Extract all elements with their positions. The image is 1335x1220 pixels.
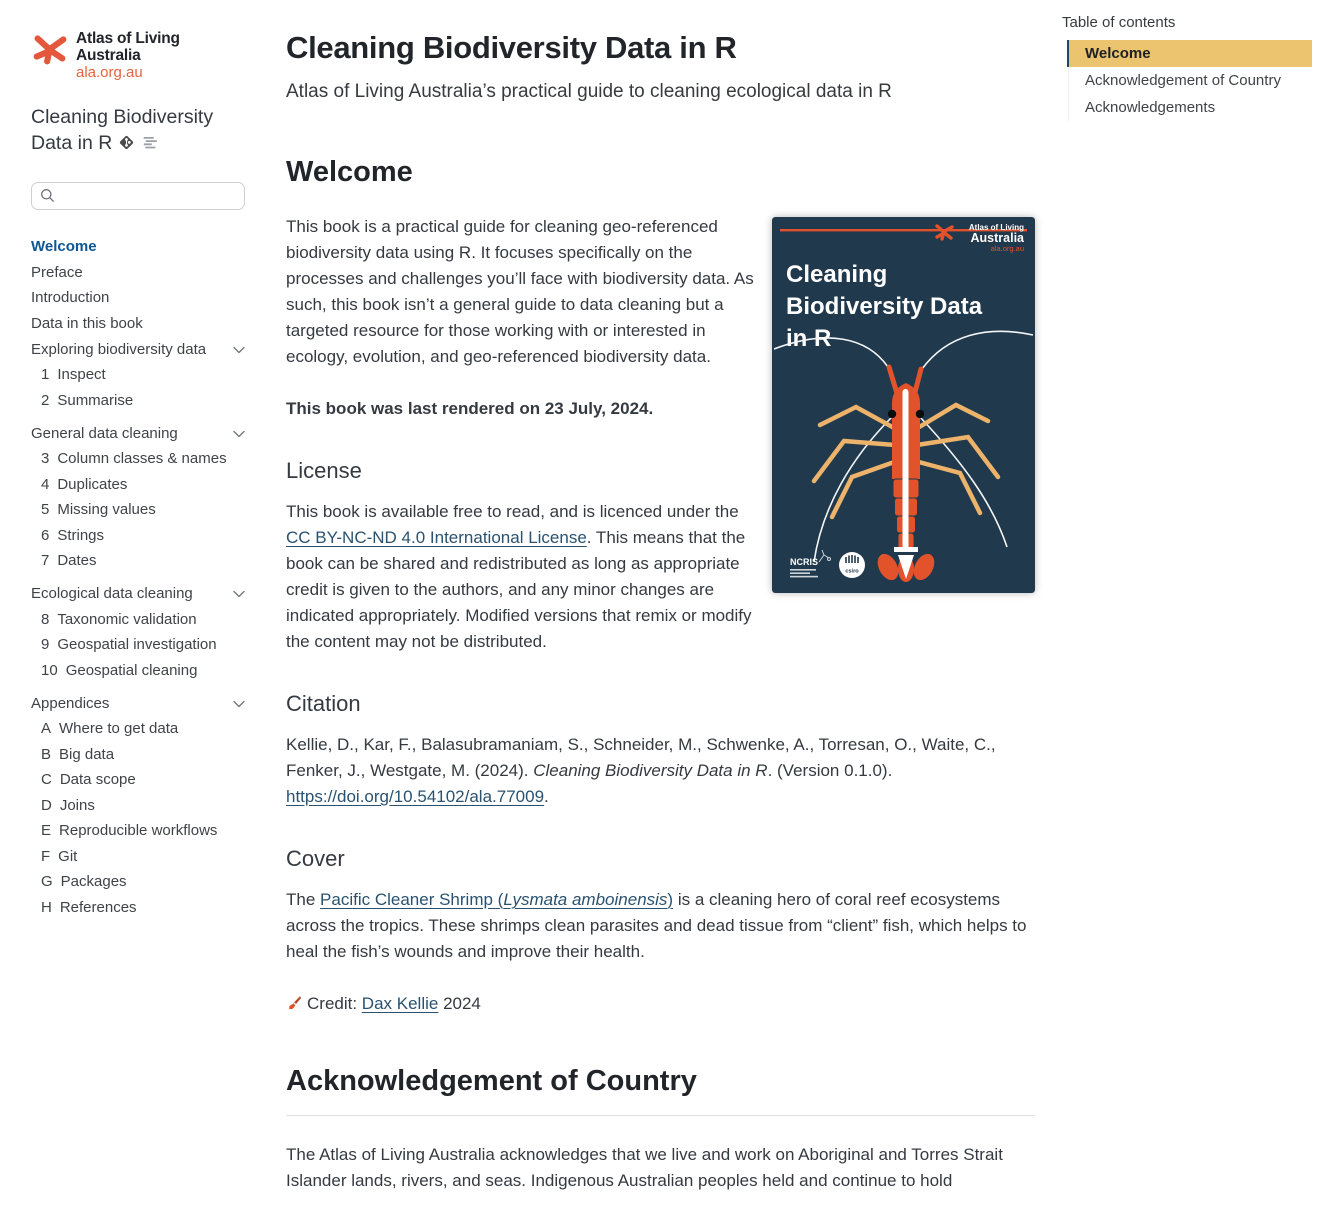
svg-text:Cleaning: Cleaning [786, 261, 888, 288]
sidebar-book-title: Cleaning Biodiversity Data in R [31, 104, 245, 158]
citation-paragraph: Kellie, D., Kar, F., Balasubramaniam, S., Schneider, M., Schwenke, A., Torresan, O., Waite, C., Fenker, J., Westgate, M. (2024). Cleaning Biodiversity Data in R. (Version 0.1.0). https://doi.org/10.54102/ala.77009. [286, 735, 996, 806]
sidebar-item-ecological-data-cleaning[interactable]: Ecological data cleaning [31, 582, 245, 606]
brand-url: ala.org.au [76, 64, 143, 82]
svg-text:Australia: Australia [970, 231, 1024, 245]
doi-link[interactable]: https://doi.org/10.54102/ala.77009 [286, 787, 545, 806]
paintbrush-icon [286, 993, 302, 1019]
search-box [31, 182, 245, 210]
sidebar-item-taxonomic-validation[interactable]: 8 Taxonomic validation [41, 610, 197, 628]
ala-starfish-icon [31, 30, 69, 71]
sidebar-item-duplicates[interactable]: 4 Duplicates [41, 475, 128, 493]
sidebar-item-references[interactable]: H References [41, 898, 137, 916]
toc-list [1068, 40, 1312, 121]
acknowledgement-heading: Acknowledgement of Country [286, 1065, 1035, 1116]
sidebar-item-column-classes-names[interactable]: 3 Column classes & names [41, 450, 227, 468]
sidebar-item-introduction[interactable]: Introduction [31, 289, 110, 307]
book-cover-image [772, 217, 1035, 593]
sidebar-item-welcome[interactable]: Welcome [31, 238, 97, 256]
toc-item-acknowledgements[interactable]: Acknowledgements [1085, 99, 1216, 116]
svg-text:in R: in R [786, 325, 832, 352]
sidebar-item-data-in-this-book[interactable]: Data in this book [31, 314, 143, 332]
table-of-contents [1062, 14, 1312, 121]
credit-link[interactable]: Dax Kellie [361, 994, 439, 1013]
sidebar-item-strings[interactable]: 6 Strings [41, 526, 105, 544]
journal-source-icon[interactable] [141, 131, 158, 157]
sidebar-item-reproducible-workflows[interactable]: E Reproducible workflows [41, 822, 218, 840]
main-content [286, 0, 1035, 1220]
sidebar-item-general-data-cleaning[interactable]: General data cleaning [31, 422, 245, 446]
toc-item-welcome[interactable]: Welcome [1067, 40, 1312, 67]
chevron-down-icon[interactable] [233, 584, 245, 604]
svg-text:Biodiversity Data: Biodiversity Data [786, 293, 983, 320]
svg-text:Atlas of Living: Atlas of Living [968, 223, 1024, 232]
license-paragraph: This book is available free to read, and is licenced under the CC BY-NC-ND 4.0 International License. This means that the book can be shared and redistributed as long as appropriate credit is given to the authors, and any minor changes are indicated appropriately. Modified versions that remix or modify the content may not be distributed. [286, 502, 752, 651]
search-input[interactable] [31, 182, 245, 210]
sidebar-item-preface[interactable]: Preface [31, 263, 83, 281]
cover-heading: Cover [286, 846, 345, 871]
sidebar-item-geospatial-investigation[interactable]: 9 Geospatial investigation [41, 636, 217, 654]
welcome-paragraph: This book is a practical guide for cleaning geo-referenced biodiversity data using R. It focuses specifically on the processes and challenges you’ll face with biodiversity data. As such, this book isn’t a general guide to data cleaning but a targeted resource for those working with or interested in ecology, evolution, and geo-referenced biodiversity data. [286, 217, 754, 366]
sidebar-item-geospatial-cleaning[interactable]: 10 Geospatial cleaning [41, 661, 198, 679]
brand-name: Atlas of Living Australia [76, 30, 180, 65]
svg-text:ala.org.au: ala.org.au [990, 244, 1024, 253]
license-heading: License [286, 458, 362, 483]
chevron-down-icon[interactable] [233, 424, 245, 444]
sidebar-item-data-scope[interactable]: C Data scope [41, 771, 136, 789]
shrimp-link[interactable]: Pacific Cleaner Shrimp (Lysmata amboinensis) [320, 890, 674, 909]
citation-heading: Citation [286, 691, 361, 716]
sidebar-item-dates[interactable]: 7 Dates [41, 552, 97, 570]
sidebar-item-git[interactable]: F Git [41, 847, 78, 865]
sidebar-nav [31, 235, 245, 920]
sidebar-item-exploring-biodiversity-data[interactable]: Exploring biodiversity data [31, 338, 245, 362]
chevron-down-icon[interactable] [233, 694, 245, 714]
sidebar [31, 30, 245, 921]
sidebar-item-where-to-get-data[interactable]: A Where to get data [41, 720, 179, 738]
sidebar-item-big-data[interactable]: B Big data [41, 745, 115, 763]
svg-text:NCRIS: NCRIS [790, 557, 819, 567]
search-icon [40, 188, 55, 208]
chevron-down-icon[interactable] [233, 340, 245, 360]
toc-item-acknowledgement-of-country[interactable]: Acknowledgement of Country [1085, 72, 1281, 89]
license-link[interactable]: CC BY-NC-ND 4.0 International License [286, 528, 587, 547]
rendered-note: This book was last rendered on 23 July, 2024. [286, 399, 654, 418]
svg-text:csiro: csiro [845, 568, 859, 575]
cover-paragraph: The Pacific Cleaner Shrimp (Lysmata amboinensis) is a cleaning hero of coral reef ecosystems across the tropics. These shrimps clean parasites and dead tissue from “client” fish, which helps to heal the fish’s wounds and improve their health. [286, 890, 1027, 961]
sidebar-item-inspect[interactable]: 1 Inspect [41, 366, 106, 384]
page-title: Cleaning Biodiversity Data in R [286, 30, 737, 65]
credit-line: Credit: Dax Kellie 2024 [286, 991, 1035, 1019]
sidebar-item-summarise[interactable]: 2 Summarise [41, 391, 134, 409]
git-icon[interactable] [119, 131, 134, 157]
toc-title: Table of contents [1062, 14, 1176, 31]
acknowledgement-paragraph: The Atlas of Living Australia acknowledges that we live and work on Aboriginal and Torres Strait Islander lands, rivers, and seas. Indigenous Australian peoples held and continue to hold [286, 1145, 1003, 1190]
sidebar-item-joins[interactable]: D Joins [41, 796, 95, 814]
cited-book-title: Cleaning Biodiversity Data in R [533, 761, 768, 780]
sidebar-item-packages[interactable]: G Packages [41, 873, 127, 891]
sidebar-item-missing-values[interactable]: 5 Missing values [41, 501, 156, 519]
csiro-logo [839, 552, 865, 578]
page-subtitle: Atlas of Living Australia’s practical guide to cleaning ecological data in R [286, 81, 892, 102]
ala-logo[interactable] [31, 30, 245, 82]
sidebar-item-appendices[interactable]: Appendices [31, 692, 245, 716]
welcome-heading: Welcome [286, 156, 413, 188]
